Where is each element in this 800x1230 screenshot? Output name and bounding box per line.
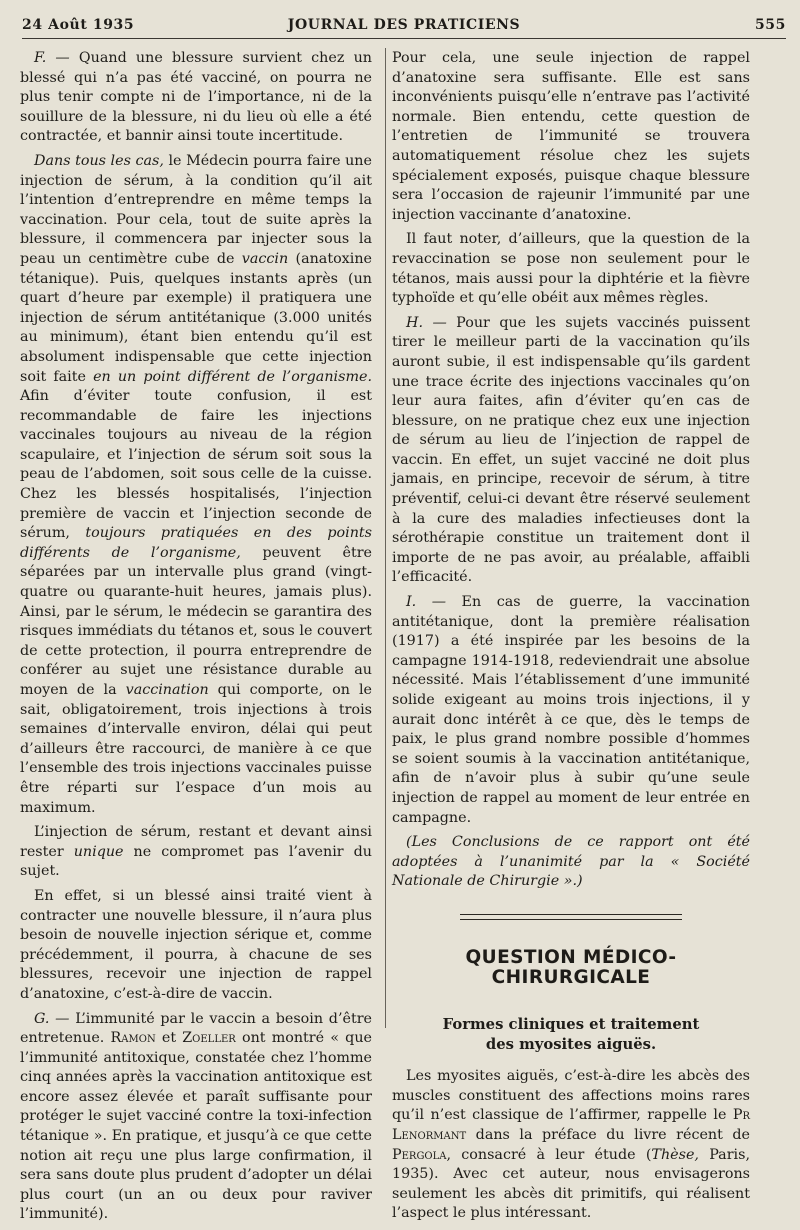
paragraph-i: I. — En cas de guerre, la vaccination antitétanique, dont la première réalisation (1917) a été inspirée par les besoins de la campagne 1914-1918, redeviendrait une absolue nécessité. Mais l’établissement d’une immunité solide exigeant au moins trois injections, il y aurait donc intérêt à ce que, dès le temps de paix, le plus grand nombre possible d’hommes se soient soumis à la vaccination antitétanique, afin de n’avoir plus à subir qu’une seule injection de rappel au moment de leur entrée en campagne. <box>392 594 750 826</box>
paragraph-h: H. — Pour que les sujets vaccinés puissent tirer le meilleur parti de la vaccination qu’ils auront subie, il est indispensable qu’ils gardent une trace écrite des injections vaccinales qu’on leur aura faites, afin d’éviter qu’en cas de blessure, on ne pratique chez eux une injection de sérum au lieu de l’injection de rappel de vaccin. En effet, un sujet vacciné ne doit plus jamais, en principe, recevoir de sérum, à titre préventif, celui-ci devant être réservé seulement à la cure des maladies infectieuses dont la sérothérapie constitue un traitement dont il importe de ne pas avoir, au préalable, affaibli l’efficacité. <box>392 314 750 586</box>
author-zoeller: Zoeller <box>182 1030 236 1047</box>
header-date: 24 Août 1935 <box>22 17 135 33</box>
paragraph-myosites: Les myosites aiguës, c’est-à-dire les abcès des muscles constituent des affections moins rares qu’il n’est classique de l’affirmer, rappelle le Pr Lenormant dans la préface du livre récent de Pergola, consacré à leur étude (Thèse, Paris, 1935). Avec cet auteur, nous envisagerons seulement les abcès dit primitifs, qui réalisent l’aspect le plus intéressant. <box>392 1068 750 1222</box>
page-header <box>22 14 786 39</box>
right-column <box>392 49 750 1229</box>
author-lenormant: Pr Lenormant <box>392 1107 750 1143</box>
column-divider <box>385 48 386 1028</box>
paragraph-en-effet: En effet, si un blessé ainsi traité vient à contracter une nouvelle blessure, il n’aura plus besoin de nouvelle injection sérique et, comme précédemment, il pourra, à chacune de ses blessures, recevoir une injection de rappel d’anatoxine, c’est-à-dire de vaccin. <box>20 887 372 1002</box>
paragraph-conclusions-note: (Les Conclusions de ce rapport ont été adoptées à l’unanimité par la « Société Nationale de Chirurgie ».) <box>392 834 750 890</box>
left-column <box>20 49 372 1230</box>
section-title: QUESTION MÉDICO-CHIRURGICALE <box>465 946 677 988</box>
header-page-number: 555 <box>754 17 786 33</box>
paragraph-continuation: Pour cela, une seule injection de rappel d’anatoxine sera suffisante. Elle est sans inconvénients puisqu’elle n’entrave pas l’activité normale. Bien entendu, cette question de l’entretien de l’immunité se trouvera automatiquement résolue chez les sujets spécialement exposés, puisque chaque blessure sera l’occasion de rajeunir l’immunité par une injection vaccinante d’anatoxine. <box>392 50 750 223</box>
paragraph-g: G. — L’immunité par le vaccin a besoin d’être entretenue. Ramon et Zoeller ont montré « que l’immunité antitoxique, constatée chez l’homme cinq années après la vaccination antitoxique est encore assez élevée et paraît suffisante pour protéger le sujet vacciné contre la toxi-infection tétanique ». En pratique, et jusqu’à ce que cette notion ait reçu une plus large confirmation, il sera sans doute plus prudent d’adopter un délai plus court (un an ou deux pour raviver l’immunité). <box>20 1010 372 1223</box>
paragraph-dans-tous-les-cas: Dans tous les cas, le Médecin pourra faire une injection de sérum, à la condition qu’il ait l’intention d’entreprendre en même temps la vaccination. Pour cela, tout de suite après la blessure, il commencera par injecter sous la peau un centimètre cube de vaccin (anatoxine tétanique). Puis, quelques instants après (un quart d’heure par exemple) il pratiquera une injection de sérum antitétanique (3.000 unités au minimum), étant bien entendu qu’il est absolument indispensable que cette injection soit faite en un point différent de l’organisme. Afin d’éviter toute confusion, il est recommandable de faire les injections vaccinales toujours au niveau de la région scapulaire, et l’injection de sérum soit sous la peau de l’abdomen, soit sous celle de la cuisse. Chez les blessés hospitalisés, l’injection première de vaccin et l’injection seconde de sérum, toujours pratiquées en des points différents de l’organisme, peuvent être séparées par un intervalle plus grand (vingt-quatre ou quarante-huit heures, jamais plus). Ainsi, par le sérum, le médecin se garantira des risques immédiats du tétanos et, sous le couvert de cette protection, il pourra entreprendre de conférer au sujet une résistance durable au moyen de la vaccination qui comporte, on le sait, obligatoirement, trois injections à trois semaines d’intervalle environ, délai qui peut d’ailleurs être raccourci, de manière à ce que l’ensemble des trois injections vaccinales puisse être réparti sur l’espace d’un mois au maximum. <box>20 152 373 816</box>
author-pergola: Pergola <box>392 1146 447 1163</box>
paragraph-f: F. — Quand une blessure survient chez un blessé qui n’a pas été vacciné, on pourra ne plus tenir compte ni de l’importance, ni de la souillure de la blessure, ni du lieu où elle a été contractée, et bannir ainsi toute incertitude. <box>20 50 372 145</box>
author-ramon: Ramon <box>110 1030 156 1047</box>
header-journal-title: JOURNAL DES PRATICIENS <box>287 17 521 33</box>
paragraph-injection-serum: L’injection de sérum, restant et devant ainsi rester unique ne compromet pas l’avenir du sujet. <box>20 824 372 880</box>
article-subtitle: Formes cliniques et traitement des myosites aiguës. <box>442 1016 700 1054</box>
paragraph-revaccination: Il faut noter, d’ailleurs, que la question de la revaccination se pose non seulement pour le tétanos, mais aussi pour la diphtérie et la fièvre typhoïde et qu’elle obéit aux mêmes règles. <box>392 231 750 307</box>
section-separator-double-rule <box>460 914 682 920</box>
